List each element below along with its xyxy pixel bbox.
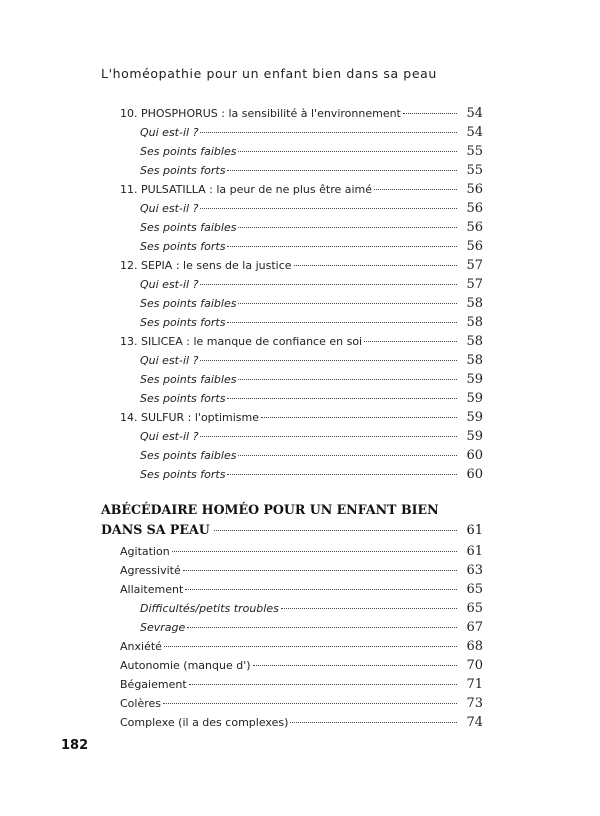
dot-leader <box>200 122 457 136</box>
dot-leader <box>238 445 457 459</box>
section-heading-row[interactable] <box>101 520 483 540</box>
toc-entry-page: 60 <box>466 467 483 482</box>
dot-leader <box>290 712 457 726</box>
toc-entry-page: 57 <box>466 277 483 292</box>
toc-entry-title: 12. SEPIA : le sens de la justice <box>120 259 292 272</box>
toc-entry-page: 59 <box>466 410 483 425</box>
toc-entry-page: 61 <box>466 544 483 559</box>
toc-entry[interactable] <box>120 255 483 274</box>
toc-entry-page: 68 <box>466 639 483 654</box>
toc-entry[interactable] <box>140 236 483 255</box>
toc-entry-title: Autonomie (manque d') <box>120 659 251 672</box>
toc-entry-title: Ses points forts <box>140 316 226 329</box>
toc-entry[interactable] <box>120 103 483 122</box>
dot-leader <box>200 426 457 440</box>
dot-leader <box>172 541 457 555</box>
toc-entry[interactable] <box>120 331 483 350</box>
toc-entry-title: Qui est-il ? <box>140 126 199 139</box>
toc-entry-page: 59 <box>466 391 483 406</box>
toc-entry-title: Allaitement <box>120 583 184 596</box>
toc-entry-title: 11. PULSATILLA : la peur de ne plus être aimé <box>120 183 373 196</box>
dot-leader <box>200 350 457 364</box>
toc-entry[interactable] <box>140 350 483 369</box>
toc-entry-page: 67 <box>466 620 483 635</box>
toc-entry-title: Qui est-il ? <box>140 202 199 215</box>
toc-entry[interactable] <box>140 598 483 617</box>
dot-leader <box>163 693 457 707</box>
toc-entry[interactable] <box>120 579 483 598</box>
dot-leader <box>187 617 457 631</box>
dot-leader <box>294 255 457 269</box>
dot-leader <box>281 598 457 612</box>
toc-entry-title: Qui est-il ? <box>140 278 199 291</box>
toc-entry-page: 58 <box>466 334 483 349</box>
toc-entry[interactable] <box>140 122 483 141</box>
toc-entry-page: 70 <box>466 658 483 673</box>
toc-entry[interactable] <box>140 464 483 483</box>
toc-entry-page: 60 <box>466 448 483 463</box>
toc-entry[interactable] <box>140 369 483 388</box>
toc-entry[interactable] <box>120 179 483 198</box>
dot-leader <box>227 388 457 402</box>
toc-entry-page: 65 <box>466 601 483 616</box>
section-heading-line2: DANS SA PEAU <box>101 522 210 537</box>
toc-entry-title: Ses points forts <box>140 164 226 177</box>
toc-entry-page: 56 <box>466 239 483 254</box>
toc-entry[interactable] <box>140 445 483 464</box>
toc-entry[interactable] <box>120 636 483 655</box>
dot-leader <box>238 141 457 155</box>
toc-entry-title: Ses points faibles <box>140 145 237 158</box>
dot-leader <box>214 520 457 534</box>
toc-entry[interactable] <box>120 693 483 712</box>
toc-entry-title: Complexe (il a des complexes) <box>120 716 289 729</box>
toc-entry-page: 54 <box>466 125 483 140</box>
toc-entry[interactable] <box>120 560 483 579</box>
dot-leader <box>164 636 457 650</box>
dot-leader <box>183 560 457 574</box>
toc-entry-page: 58 <box>466 296 483 311</box>
toc-entry-page: 59 <box>466 429 483 444</box>
toc-entry-title: Ses points faibles <box>140 297 237 310</box>
toc-entry[interactable] <box>120 674 483 693</box>
toc-entry-title: Sevrage <box>140 621 186 634</box>
toc-entry-title: Qui est-il ? <box>140 354 199 367</box>
dot-leader <box>227 236 457 250</box>
toc-entry-page: 54 <box>466 106 483 121</box>
section-heading[interactable]: ABÉCÉDAIRE HOMÉO POUR UN ENFANT BIEN <box>101 502 439 517</box>
toc-entry-page: 58 <box>466 353 483 368</box>
toc-entry[interactable] <box>140 388 483 407</box>
toc-entry[interactable] <box>140 426 483 445</box>
dot-leader <box>227 464 457 478</box>
toc-entry-title: Ses points forts <box>140 392 226 405</box>
toc-entry-title: Agressivité <box>120 564 181 577</box>
dot-leader <box>227 160 457 174</box>
toc-entry[interactable] <box>140 274 483 293</box>
toc-entry-title: 13. SILICEA : le manque de confiance en soi <box>120 335 363 348</box>
toc-entry[interactable] <box>120 541 483 560</box>
dot-leader <box>374 179 457 193</box>
toc-entry-title: Bégaiement <box>120 678 187 691</box>
section-page: 61 <box>466 523 483 538</box>
toc-entry[interactable] <box>140 141 483 160</box>
toc-entry[interactable] <box>120 712 483 731</box>
toc-entry-page: 59 <box>466 372 483 387</box>
toc-entry-title: Ses points faibles <box>140 449 237 462</box>
toc-entry[interactable] <box>140 198 483 217</box>
toc-entry-page: 55 <box>466 144 483 159</box>
toc-entry-page: 56 <box>466 182 483 197</box>
toc-entry[interactable] <box>140 312 483 331</box>
dot-leader <box>253 655 457 669</box>
dot-leader <box>189 674 457 688</box>
dot-leader <box>200 274 457 288</box>
dot-leader <box>261 407 457 421</box>
toc-entry-page: 71 <box>466 677 483 692</box>
toc-entry-page: 56 <box>466 201 483 216</box>
toc-entry-title: Ses points faibles <box>140 373 237 386</box>
toc-entry-title: Difficultés/petits troubles <box>140 602 279 615</box>
toc-entry-title: Qui est-il ? <box>140 430 199 443</box>
toc-entry-page: 55 <box>466 163 483 178</box>
dot-leader <box>364 331 457 345</box>
toc-entry-title: Anxiété <box>120 640 162 653</box>
toc-entry-title: Ses points forts <box>140 468 226 481</box>
toc-entry-page: 57 <box>466 258 483 273</box>
toc-entry-page: 63 <box>466 563 483 578</box>
toc-entry[interactable] <box>140 617 483 636</box>
toc-entry[interactable] <box>120 407 483 426</box>
dot-leader <box>185 579 457 593</box>
toc-entry-title: Agitation <box>120 545 170 558</box>
dot-leader <box>200 198 457 212</box>
toc-entry[interactable] <box>140 160 483 179</box>
toc-entry-title: Colères <box>120 697 162 710</box>
dot-leader <box>227 312 457 326</box>
toc-entry-page: 56 <box>466 220 483 235</box>
toc-entry-title: Ses points faibles <box>140 221 237 234</box>
dot-leader <box>238 369 457 383</box>
toc-entry[interactable] <box>140 293 483 312</box>
dot-leader <box>238 293 457 307</box>
toc-entry-page: 58 <box>466 315 483 330</box>
toc-entry[interactable] <box>140 217 483 236</box>
toc-entry-title: Ses points forts <box>140 240 226 253</box>
dot-leader <box>238 217 457 231</box>
page-number: 182 <box>61 738 89 753</box>
toc-entry-page: 73 <box>466 696 483 711</box>
toc-entry-title: 14. SULFUR : l'optimisme <box>120 411 260 424</box>
running-header: L'homéopathie pour un enfant bien dans sa peau <box>101 66 437 81</box>
toc-entry-title: 10. PHOSPHORUS : la sensibilité à l'environnement <box>120 107 401 120</box>
toc-entry-page: 65 <box>466 582 483 597</box>
toc-entry-page: 74 <box>466 715 483 730</box>
dot-leader <box>403 103 457 117</box>
toc-entry[interactable] <box>120 655 483 674</box>
